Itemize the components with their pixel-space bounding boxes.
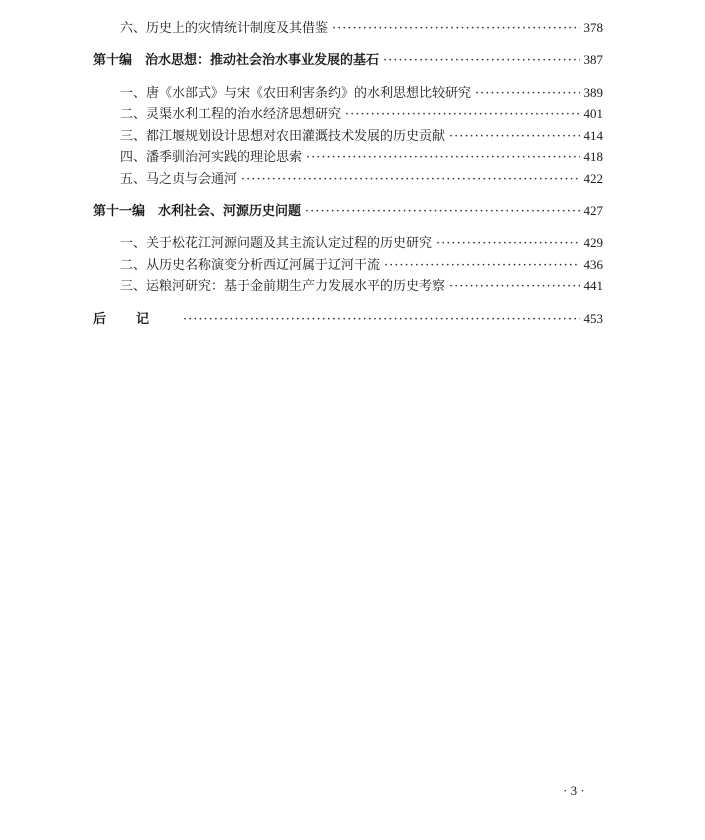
entry-title: 二、从历史名称演变分析西辽河属于辽河干流	[120, 258, 381, 273]
entry-title: 六、历史上的灾情统计制度及其借鉴	[120, 21, 329, 36]
entry-page-number: 414	[583, 128, 603, 143]
entry-page-number: 422	[583, 171, 603, 186]
toc-section-entry	[120, 235, 603, 252]
entry-page-number: 436	[583, 257, 603, 272]
dot-leader	[332, 21, 579, 37]
part-title: 第十编 治水思想：推动社会治水事业发展的基石	[93, 53, 380, 68]
dot-leader	[475, 86, 579, 102]
dot-leader	[384, 258, 579, 274]
dot-leader	[241, 172, 579, 188]
part-page-number: 427	[583, 203, 603, 218]
dot-leader	[306, 150, 579, 166]
entry-title: 四、潘季驯治河实践的理论思索	[120, 150, 303, 165]
toc-section-entry	[120, 257, 603, 274]
entry-title: 三、运粮河研究：基于金前期生产力发展水平的历史考察	[120, 279, 446, 294]
toc-section-entry	[120, 20, 603, 37]
dot-leader	[345, 107, 579, 123]
toc-part-heading	[93, 52, 603, 69]
entry-page-number: 389	[583, 85, 603, 100]
entry-title: 三、都江堰规划设计思想对农田灌溉技术发展的历史贡献	[120, 129, 446, 144]
dot-leader	[183, 312, 579, 328]
dot-leader	[383, 53, 579, 69]
toc-section-entry	[120, 278, 603, 295]
entry-page-number: 418	[583, 149, 603, 164]
toc-section-entry	[120, 128, 603, 145]
toc-afterword-heading	[93, 311, 603, 328]
toc-section-entry	[120, 85, 603, 102]
afterword-page-number: 453	[583, 311, 603, 326]
toc-section-entry	[120, 106, 603, 123]
dot-leader	[305, 204, 579, 220]
dot-leader	[449, 129, 579, 145]
entry-page-number: 401	[583, 106, 603, 121]
dot-leader	[436, 236, 579, 252]
toc-part-heading	[93, 203, 603, 220]
toc-section-entry	[120, 149, 603, 166]
entry-page-number: 429	[583, 235, 603, 250]
entry-page-number: 441	[583, 278, 603, 293]
entry-title: 二、灵渠水利工程的治水经济思想研究	[120, 107, 342, 122]
afterword-title: 后记	[93, 312, 180, 327]
part-page-number: 387	[583, 52, 603, 67]
part-title: 第十一编 水利社会、河源历史问题	[93, 204, 302, 219]
dot-leader	[449, 279, 579, 295]
entry-title: 一、关于松花江河源问题及其主流认定过程的历史研究	[120, 236, 433, 251]
toc-section-entry	[120, 171, 603, 188]
entry-title: 五、马之贞与会通河	[120, 172, 238, 187]
entry-page-number: 378	[583, 20, 603, 35]
entry-title: 一、唐《水部式》与宋《农田利害条约》的水利思想比较研究	[120, 86, 472, 101]
page-footer-number: · 3 ·	[563, 783, 585, 798]
